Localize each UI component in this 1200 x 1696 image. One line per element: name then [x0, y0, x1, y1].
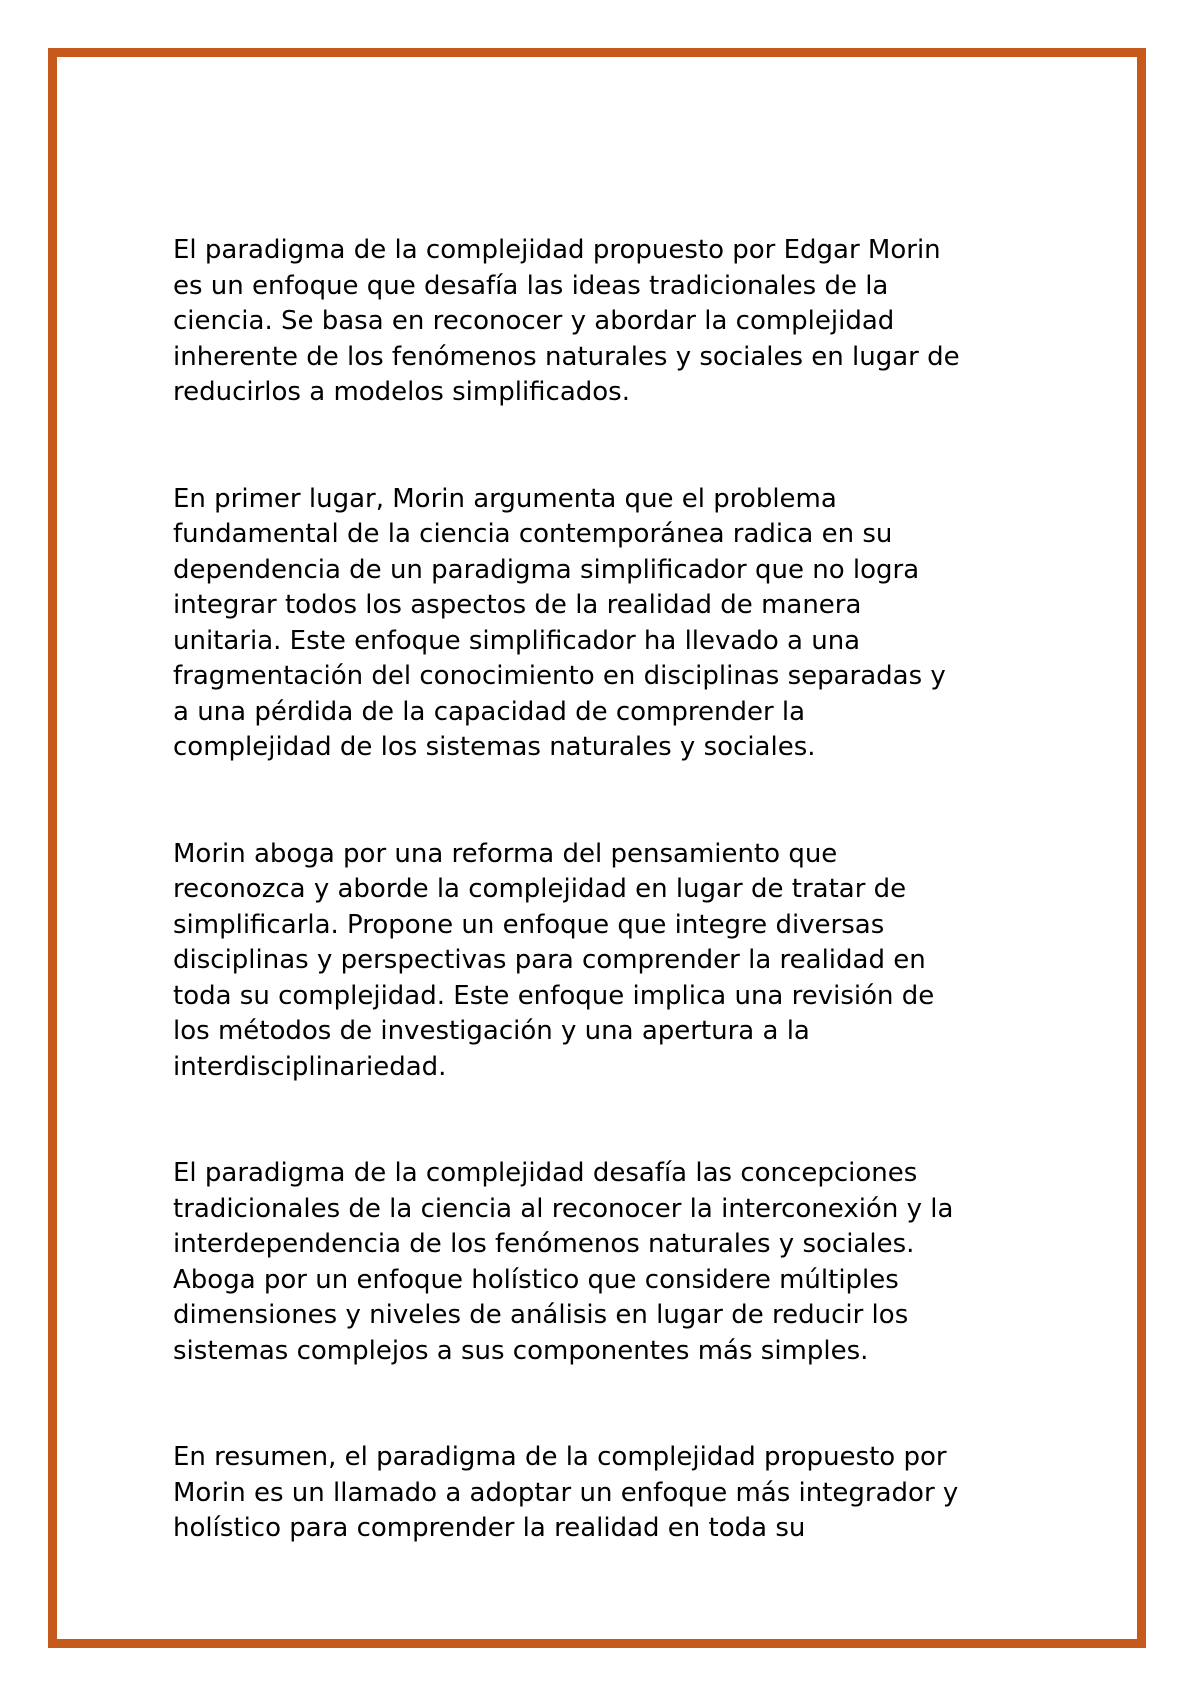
paragraph-5	[173, 1440, 1053, 1547]
paragraph-line: ciencia. Se basa en reconocer y abordar la complejidad	[173, 306, 895, 336]
paragraph-line: interdependencia de los fenómenos naturales y sociales.	[173, 1229, 915, 1259]
paragraph-line: a una pérdida de la capacidad de comprender la	[173, 696, 806, 727]
paragraph-line: integrar todos los aspectos de la realidad de manera	[173, 590, 862, 620]
paragraph-line: los métodos de investigación y una apertura a la	[173, 1016, 810, 1046]
paragraph-1	[173, 233, 1053, 411]
paragraph-line: dependencia de un paradigma simplificador que no logra	[173, 554, 920, 585]
paragraph-line: simplificarla. Propone un enfoque que integre diversas	[173, 909, 885, 940]
document-body	[173, 233, 1053, 1618]
paragraph-line: fragmentación del conocimiento en disciplinas separadas y	[173, 661, 946, 691]
paragraph-line: inherente de los fenómenos naturales y sociales en lugar de	[173, 341, 960, 372]
paragraph-line: es un enfoque que desafía las ideas tradicionales de la	[173, 270, 889, 301]
paragraph-line: reducirlos a modelos simplificados.	[173, 377, 630, 407]
paragraph-line: Morin es un llamado a adoptar un enfoque más integrador y	[173, 1477, 959, 1508]
paragraph-line: Aboga por un enfoque holístico que considere múltiples	[173, 1264, 899, 1295]
paragraph-line: fundamental de la ciencia contemporánea radica en su	[173, 519, 893, 549]
paragraph-line: toda su complejidad. Este enfoque implica una revisión de	[173, 980, 935, 1011]
paragraph-line: disciplinas y perspectivas para comprender la realidad en	[173, 945, 926, 975]
paragraph-3	[173, 837, 1053, 1086]
paragraph-line: En resumen, el paradigma de la complejidad propuesto por	[173, 1442, 947, 1472]
paragraph-line: dimensiones y niveles de análisis en lugar de reducir los	[173, 1300, 909, 1330]
paragraph-line: complejidad de los sistemas naturales y sociales.	[173, 732, 816, 762]
paragraph-line: holístico para comprender la realidad en toda su	[173, 1513, 806, 1543]
paragraph-line: Morin aboga por una reforma del pensamiento que	[173, 838, 838, 869]
paragraph-2	[173, 482, 1053, 766]
paragraph-line: El paradigma de la complejidad propuesto por Edgar Morin	[173, 235, 941, 265]
paragraph-line: El paradigma de la complejidad desafía las concepciones	[173, 1158, 918, 1188]
paragraph-line: En primer lugar, Morin argumenta que el problema	[173, 483, 837, 514]
paragraph-line: interdisciplinariedad.	[173, 1051, 447, 1082]
paragraph-line: unitaria. Este enfoque simplificador ha llevado a una	[173, 625, 861, 656]
paragraph-line: sistemas complejos a sus componentes más simples.	[173, 1335, 869, 1366]
paragraph-line: reconozca y aborde la complejidad en lugar de tratar de	[173, 874, 907, 904]
paragraph-line: tradicionales de la ciencia al reconocer la interconexión y la	[173, 1193, 954, 1224]
paragraph-4	[173, 1156, 1053, 1369]
